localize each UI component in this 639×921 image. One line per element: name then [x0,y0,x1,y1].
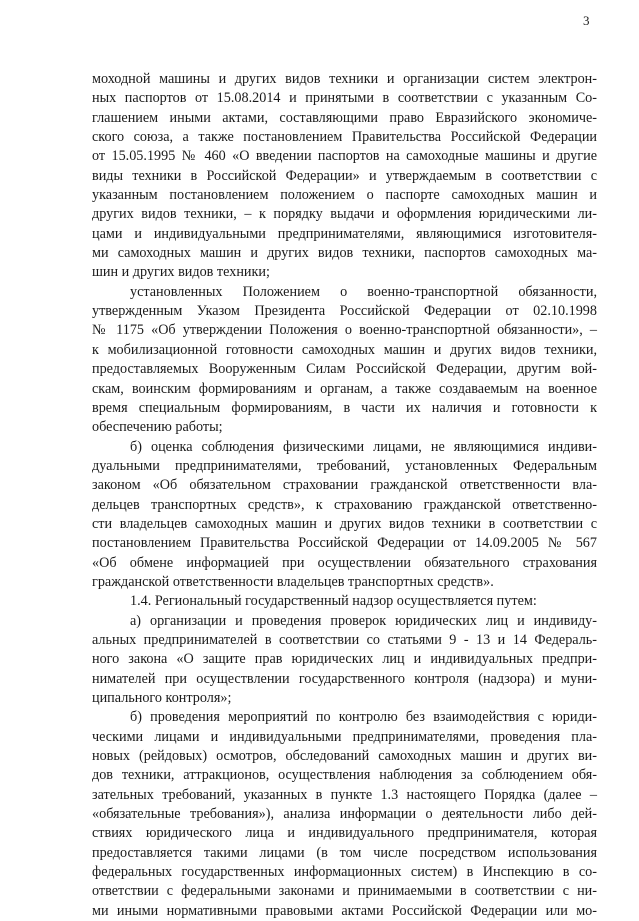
text-line: цами и индивидуальными предпринимателями, являющимися изготовителя- [92,225,597,242]
text-line: ных паспортов от 15.08.2014 и принятыми в соответствии с указанным Со- [92,90,597,107]
text-line: к мобилизационной готовности самоходных машин и других видов техники, [92,341,597,358]
text-line: новых (рейдовых) осмотров, обследований самоходных машин и других ви- [92,748,597,765]
text-line: других видов техники, – к порядку выдачи и оформления юридическими ли- [92,206,597,223]
text-line: обеспечению работы; [92,419,223,436]
text-line: от 15.05.1995 № 460 «О введении паспортов на самоходные машины и другие [92,148,597,165]
text-line: ческими лицами и индивидуальными предпринимателями, проведения пла- [92,728,597,745]
text-line: моходной машины и других видов техники и организации систем электрон- [92,71,597,87]
text-line: утвержденным Указом Президента Российской Федерации от 02.10.1998 [92,303,597,320]
text-line: «Об обмене информацией при осуществлении обязательного страхования [92,554,597,571]
text-line: предоставляется такими лицами (в том числе посредством использования [92,844,597,861]
text-line: постановлением Правительства Российской Федерации от 14.09.2005 № 567 [92,535,597,552]
text-line: ного закона «О защите прав юридических лиц и индивидуальных предпри- [92,651,597,668]
text-line: а) организации и проведения проверок юридических лиц и индивиду- [130,612,597,629]
text-line: скам, воинским формированиям и органам, а также создаваемым на военное [92,380,597,397]
text-line: предоставляемых Вооруженным Силам Российской Федерации, другим вой- [92,361,597,378]
text-line: федеральных государственных информационных систем) в Инспекцию в со- [92,864,597,881]
text-line: нимателей при осуществлении государственного контроля (надзора) и муни- [92,670,597,687]
text-line: ми иными нормативными правовыми актами Российской Федерации или мо- [92,902,597,919]
text-line: ципального контроля»; [92,690,232,706]
text-line: ми самоходных машин и других видов техники, паспортов самоходных ма- [92,245,597,262]
text-line: ствиях юридического лица и индивидуального предпринимателя, которая [92,825,597,842]
text-line: указанным постановлением положением о паспорте самоходных машин и [92,187,597,204]
text-line: дуальными предпринимателями, требований, установленных Федеральным [92,457,597,474]
text-line: № 1175 «Об утверждении Положения о военно-транспортной обязанности», – [92,322,597,339]
text-line: б) оценка соблюдения физическими лицами, не являющимися индиви- [130,438,597,455]
text-line: зательных требований, указанных в пункте 1.3 настоящего Порядка (далее – [92,786,597,803]
text-line: законом «Об обязательном страховании гражданской ответственности вла- [92,477,597,494]
text-line: б) проведения мероприятий по контролю без взаимодействия с юриди- [130,709,597,726]
text-line: сти владельцев самоходных машин и других видов техники в соответствии с [92,515,597,532]
text-line: шин и других видов техники; [92,264,270,281]
text-line: дов техники, аттракционов, осуществления наблюдения за соблюдением обя- [92,767,597,784]
text-line: альных предпринимателей в соответствии со статьями 9 - 13 и 14 Федераль- [92,631,597,648]
text-line: время специальным формированиям, в части их наличия и готовности к [92,399,597,416]
text-line: ского союза, а также постановлением Правительства Российской Федерации [92,129,597,146]
text-line: установленных Положением о военно-транспортной обязанности, [130,283,597,300]
text-line: дельцев транспортных средств», к страхованию гражданской ответственно- [92,496,597,513]
page-number: 3 [583,13,590,28]
text-line: виды техники в Российской Федерации» и утверждаемым в соответствии с [92,167,597,184]
text-line: гражданской ответственности владельцев транспортных средств». [92,573,494,590]
text-line: 1.4. Региональный государственный надзор осуществляется путем: [130,593,537,610]
document-body [92,70,597,921]
text-line: ответствии с федеральными законами и принимаемыми в соответствии с ни- [92,883,597,900]
text-line: «обязательные требования»), анализа информации о деятельности либо дей- [92,806,597,823]
text-line: глашением иными актами, составляющими право Евразийского экономиче- [92,109,597,126]
